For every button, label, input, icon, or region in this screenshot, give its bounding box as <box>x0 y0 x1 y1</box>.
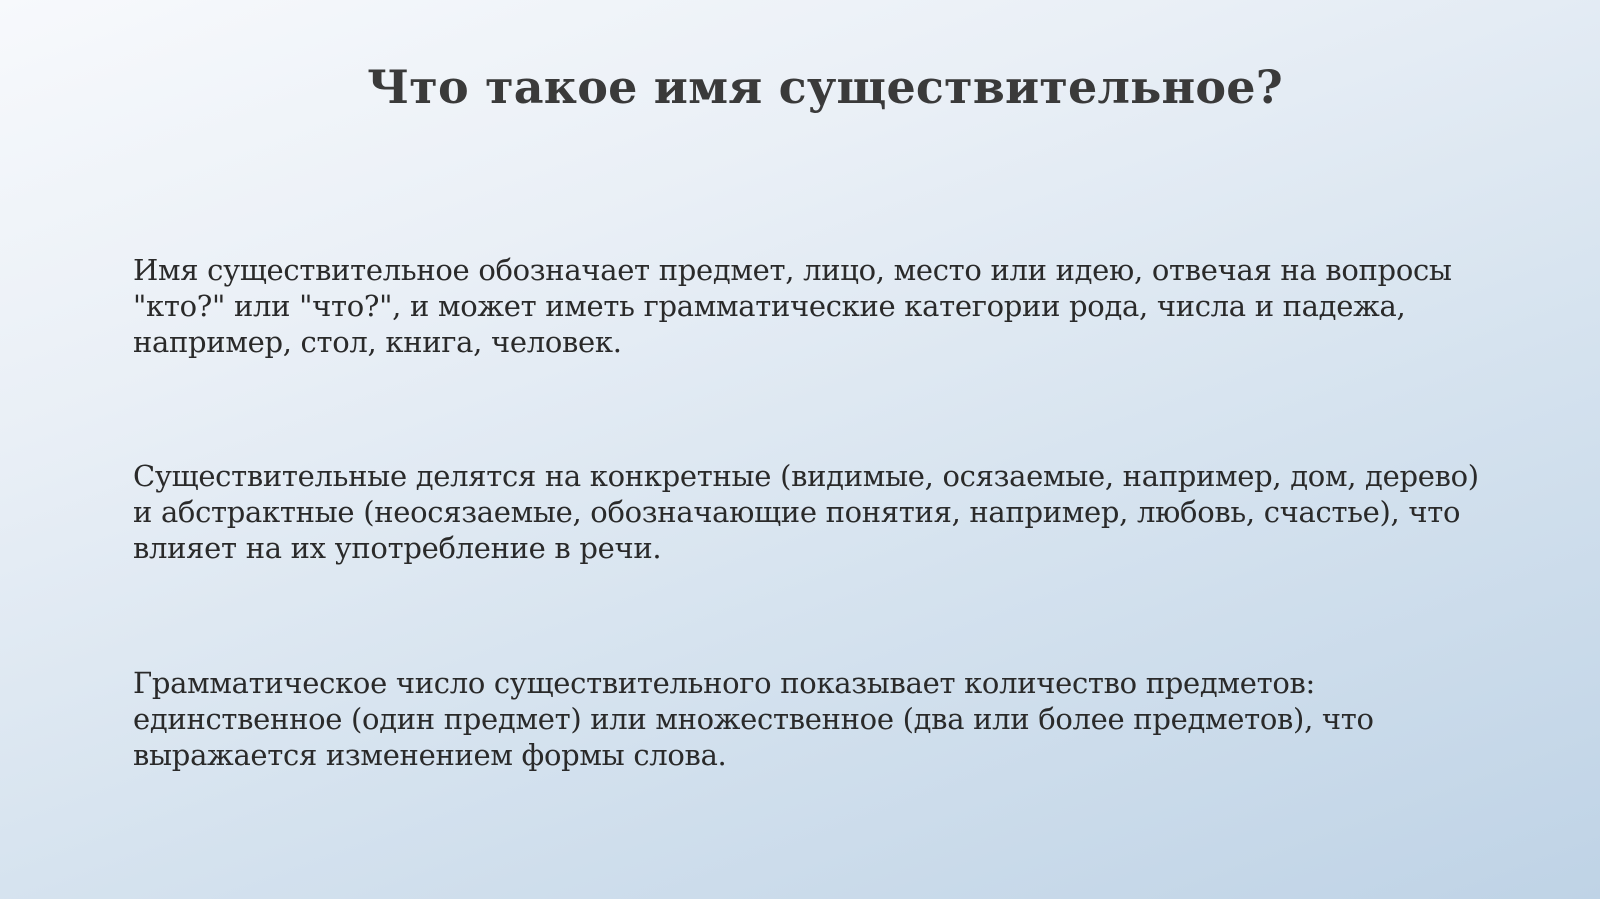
paragraph-line: выражается изменением формы слова. <box>133 738 727 772</box>
paragraph-line: Грамматическое число существительного показывает количество предметов: <box>133 666 1315 700</box>
paragraph-line: Имя существительное обозначает предмет, лицо, место или идею, отвечая на вопросы <box>133 253 1452 287</box>
paragraph-definition <box>133 252 1493 360</box>
paragraph-line: единственное (один предмет) или множественное (два или более предметов), что <box>133 702 1374 736</box>
paragraph-line: "кто?" или "что?", и может иметь грамматические категории рода, числа и падежа, <box>133 289 1406 323</box>
slide-title: Что такое имя существительное? <box>367 60 1283 114</box>
paragraph-line: например, стол, книга, человек. <box>133 325 622 359</box>
paragraph-line: влияет на их употребление в речи. <box>133 531 662 565</box>
paragraph-number <box>133 665 1493 773</box>
paragraph-line: Существительные делятся на конкретные (видимые, осязаемые, например, дом, дерево) <box>133 459 1479 493</box>
paragraph-line: и абстрактные (неосязаемые, обозначающие понятия, например, любовь, счастье), что <box>133 495 1461 529</box>
paragraph-types <box>133 458 1493 566</box>
